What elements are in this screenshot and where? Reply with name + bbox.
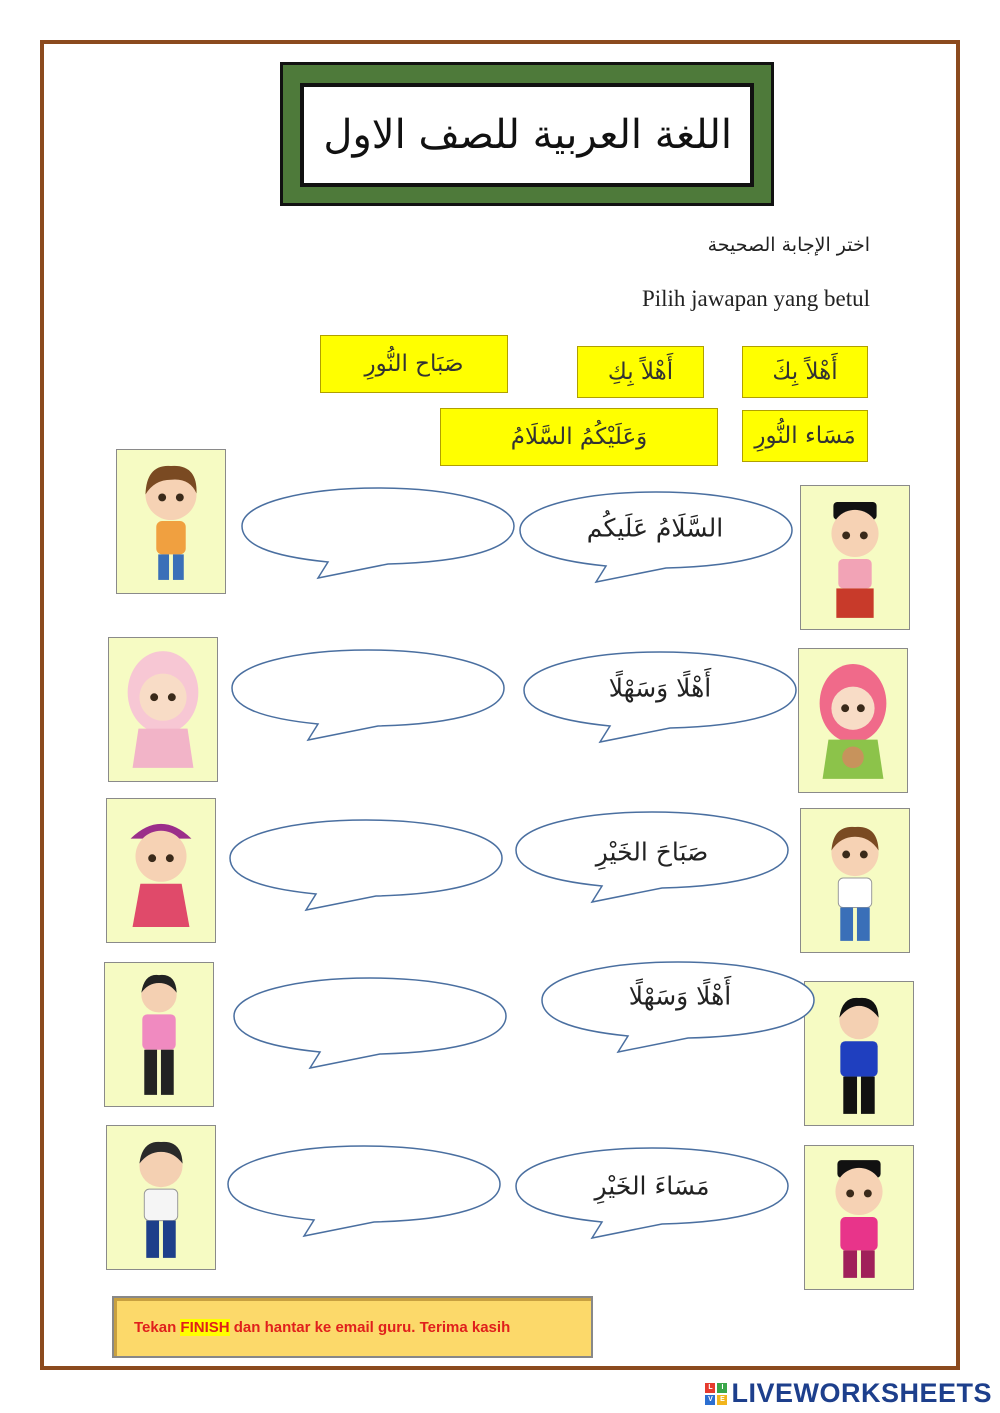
blue-shirt-man-icon: [839, 998, 878, 1114]
songkok-boy-icon: [831, 502, 878, 618]
character-image: [804, 981, 914, 1126]
character-image: [106, 798, 216, 943]
character-image: [798, 648, 908, 793]
logo-letter: I: [717, 1383, 727, 1393]
character-image: [104, 962, 214, 1107]
schoolboy-icon: [831, 827, 878, 941]
word-option[interactable]: مَسَاء النُّورِ: [742, 410, 868, 462]
finish-note-before: Tekan: [134, 1318, 181, 1336]
word-option[interactable]: وَعَلَيْكُمُ السَّلَامُ: [440, 408, 718, 466]
logo-letter: L: [705, 1383, 715, 1393]
instruction-malay: Pilih jawapan yang betul: [641, 286, 870, 311]
baju-melayu-boy-icon: [835, 1160, 882, 1278]
prompt-text: أَهْلًا وَسَهْلًا: [608, 673, 712, 703]
logo-letter: E: [717, 1395, 727, 1405]
boy-character-icon: [145, 466, 196, 580]
character-image: [800, 808, 910, 953]
logo-letter: V: [705, 1395, 715, 1405]
student-boy-icon: [139, 1142, 182, 1258]
hijab-girl-icon: [128, 651, 199, 768]
answer-bubble[interactable]: [238, 486, 518, 582]
answer-bubble[interactable]: [226, 818, 506, 914]
character-image: [106, 1125, 216, 1270]
finish-highlight: FINISH: [180, 1318, 230, 1336]
character-image: [108, 637, 218, 782]
prompt-text: السَّلَامُ عَلَيكُم: [586, 513, 724, 543]
character-image: [116, 449, 226, 594]
traditional-girl-icon: [131, 824, 192, 927]
word-option[interactable]: أَهْلاً بِكِ: [577, 346, 704, 398]
word-option[interactable]: أَهْلاً بِكَ: [742, 346, 868, 398]
title-box: [300, 83, 754, 187]
page-title: اللغة العربية للصف الاول: [323, 112, 732, 158]
liveworksheets-logo: [705, 1378, 992, 1409]
answer-bubble[interactable]: [228, 648, 508, 744]
logo-text: LIVEWORKSHEETS: [731, 1378, 992, 1408]
character-image: [800, 485, 910, 630]
answer-bubble[interactable]: [230, 976, 510, 1072]
word-option[interactable]: صَبَاح النُّورِ: [320, 335, 508, 393]
prompt-text: أَهْلًا وَسَهْلًا: [628, 981, 732, 1011]
answer-bubble[interactable]: [224, 1144, 504, 1240]
character-image: [804, 1145, 914, 1290]
man-character-icon: [141, 975, 176, 1095]
finish-note-after: dan hantar ke email guru. Terima kasih: [229, 1318, 511, 1336]
finish-note: [112, 1296, 593, 1358]
pink-hijab-girl-icon: [820, 664, 887, 779]
instruction-arabic: اختر الإجابة الصحيحة: [707, 234, 870, 256]
logo-icon: [705, 1383, 727, 1405]
prompt-text: صَبَاحَ الخَيْرِ: [595, 837, 709, 867]
prompt-text: مَسَاءَ الخَيْرِ: [594, 1171, 710, 1201]
